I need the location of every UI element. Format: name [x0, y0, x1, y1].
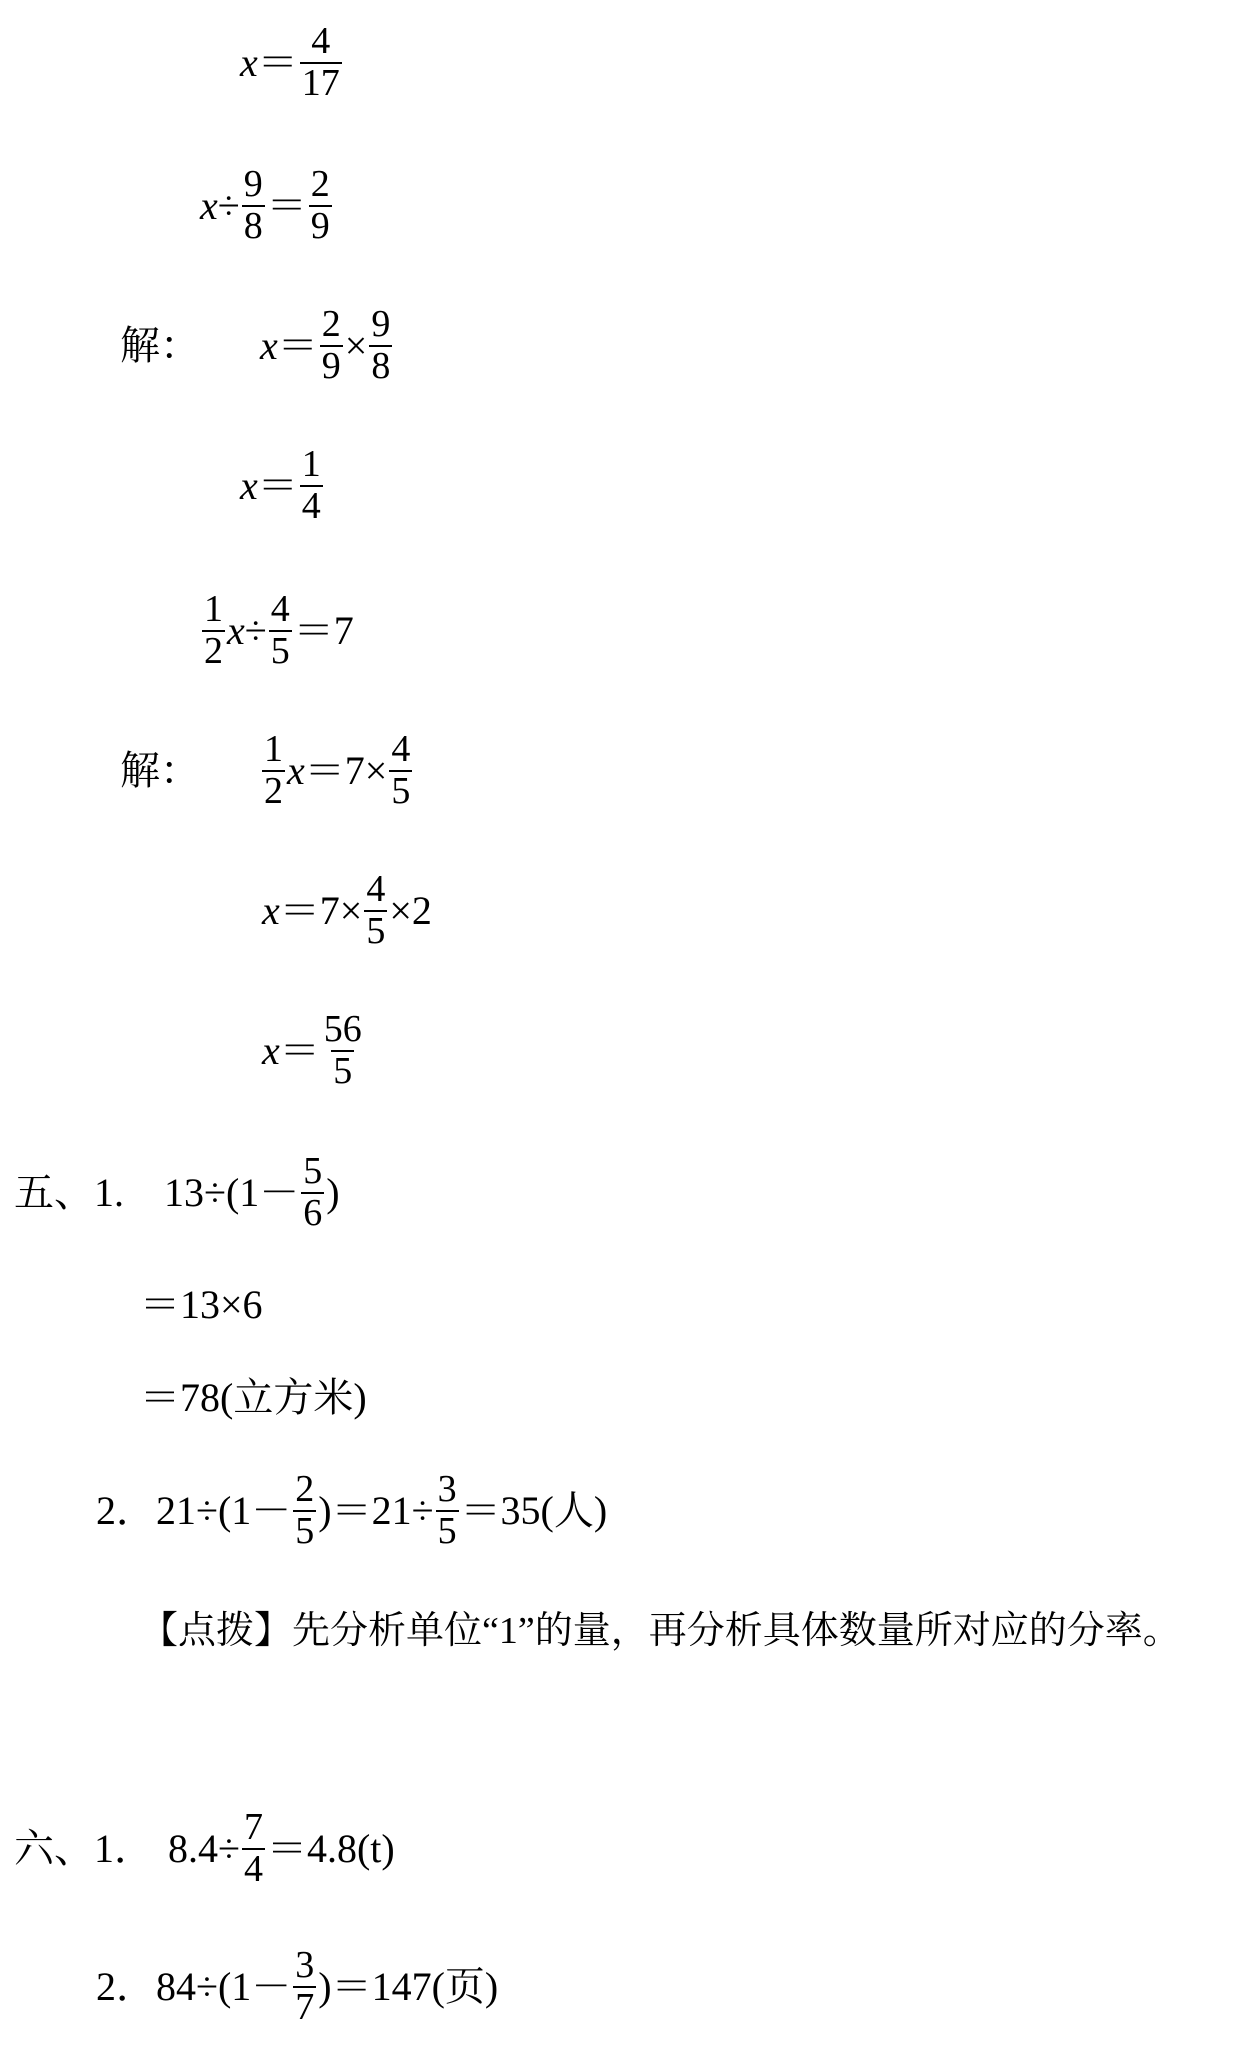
question-number: 六、1．	[14, 1825, 154, 1871]
solution-step: x ＝ $\frac{56}{5}$	[262, 1008, 362, 1092]
fraction: $\frac{1}{4}$	[301, 443, 321, 527]
fraction: $\frac{4}{5}$	[391, 728, 411, 812]
solution-step: x ＝ $\frac{1}{4}$	[240, 443, 321, 527]
solve-label: 解：	[120, 322, 200, 368]
fraction: $\frac{2}{9}$	[321, 303, 341, 387]
fraction: $\frac{9}{8}$	[371, 303, 391, 387]
question-number: 2．	[96, 1487, 156, 1533]
fraction: $\frac{1}{2}$	[264, 728, 283, 812]
question-line: 六、1． 8.4÷ $\frac{7}{4}$ ＝4.8(t)	[14, 1806, 395, 1890]
question-line: 2． 21÷(1－ $\frac{2}{5}$ )＝21÷ $\frac{3}{5}$ ＝35(人)	[96, 1468, 608, 1552]
equation-line: $\frac{1}{2}$ x ÷ $\frac{4}{5}$ ＝ 7	[204, 588, 354, 672]
hint-text: 【点拨】先分析单位“1”的量，再分析具体数量所对应的分率。	[140, 1610, 1181, 1652]
fraction: $\frac{56}{5}$	[323, 1008, 362, 1092]
fraction: $\frac{3}{5}$	[437, 1468, 457, 1552]
fraction: $\frac{2}{5}$	[295, 1468, 315, 1552]
fraction: $\frac{4}{5}$	[366, 868, 386, 952]
fraction: $\frac{1}{2}$	[204, 588, 223, 672]
question-number: 五、1.	[14, 1169, 124, 1215]
fraction: $\frac{7}{4}$	[243, 1806, 263, 1890]
fraction: $\frac{4}{5}$	[270, 588, 290, 672]
solution-step: 解： $\frac{1}{2}$ x ＝ 7 × $\frac{4}{5}$	[120, 728, 411, 812]
fraction: $\frac{9}{8}$	[243, 163, 263, 247]
equation-line	[240, 22, 344, 104]
fraction: $\frac{3}{7}$	[295, 1944, 315, 2028]
equals-sign: ＝	[257, 39, 298, 85]
fraction: $\frac{5}{6}$	[303, 1150, 323, 1234]
solve-label: 解：	[120, 747, 200, 793]
question-line: 2． 84÷(1－ $\frac{3}{7}$ )＝147(页)	[96, 1944, 499, 2028]
question-line: 五、1. 13÷(1－ $\frac{5}{6}$ )	[14, 1150, 340, 1234]
equation-line: x ÷ $\frac{9}{8}$ ＝ $\frac{2}{9}$	[200, 163, 330, 247]
variable: x	[240, 39, 258, 85]
fraction: $\frac{2}{9}$	[310, 163, 330, 247]
solution-step: x ＝ 7 × $\frac{4}{5}$ ×2	[262, 868, 432, 952]
solution-step: ＝78(立方米)	[140, 1375, 367, 1420]
solution-step: ＝13×6	[140, 1282, 263, 1327]
solution-step: 解： x ＝ $\frac{2}{9}$ × $\frac{9}{8}$	[120, 303, 391, 387]
question-number: 2．	[96, 1963, 156, 2009]
fraction: $\frac{4}{17}$	[301, 20, 340, 104]
